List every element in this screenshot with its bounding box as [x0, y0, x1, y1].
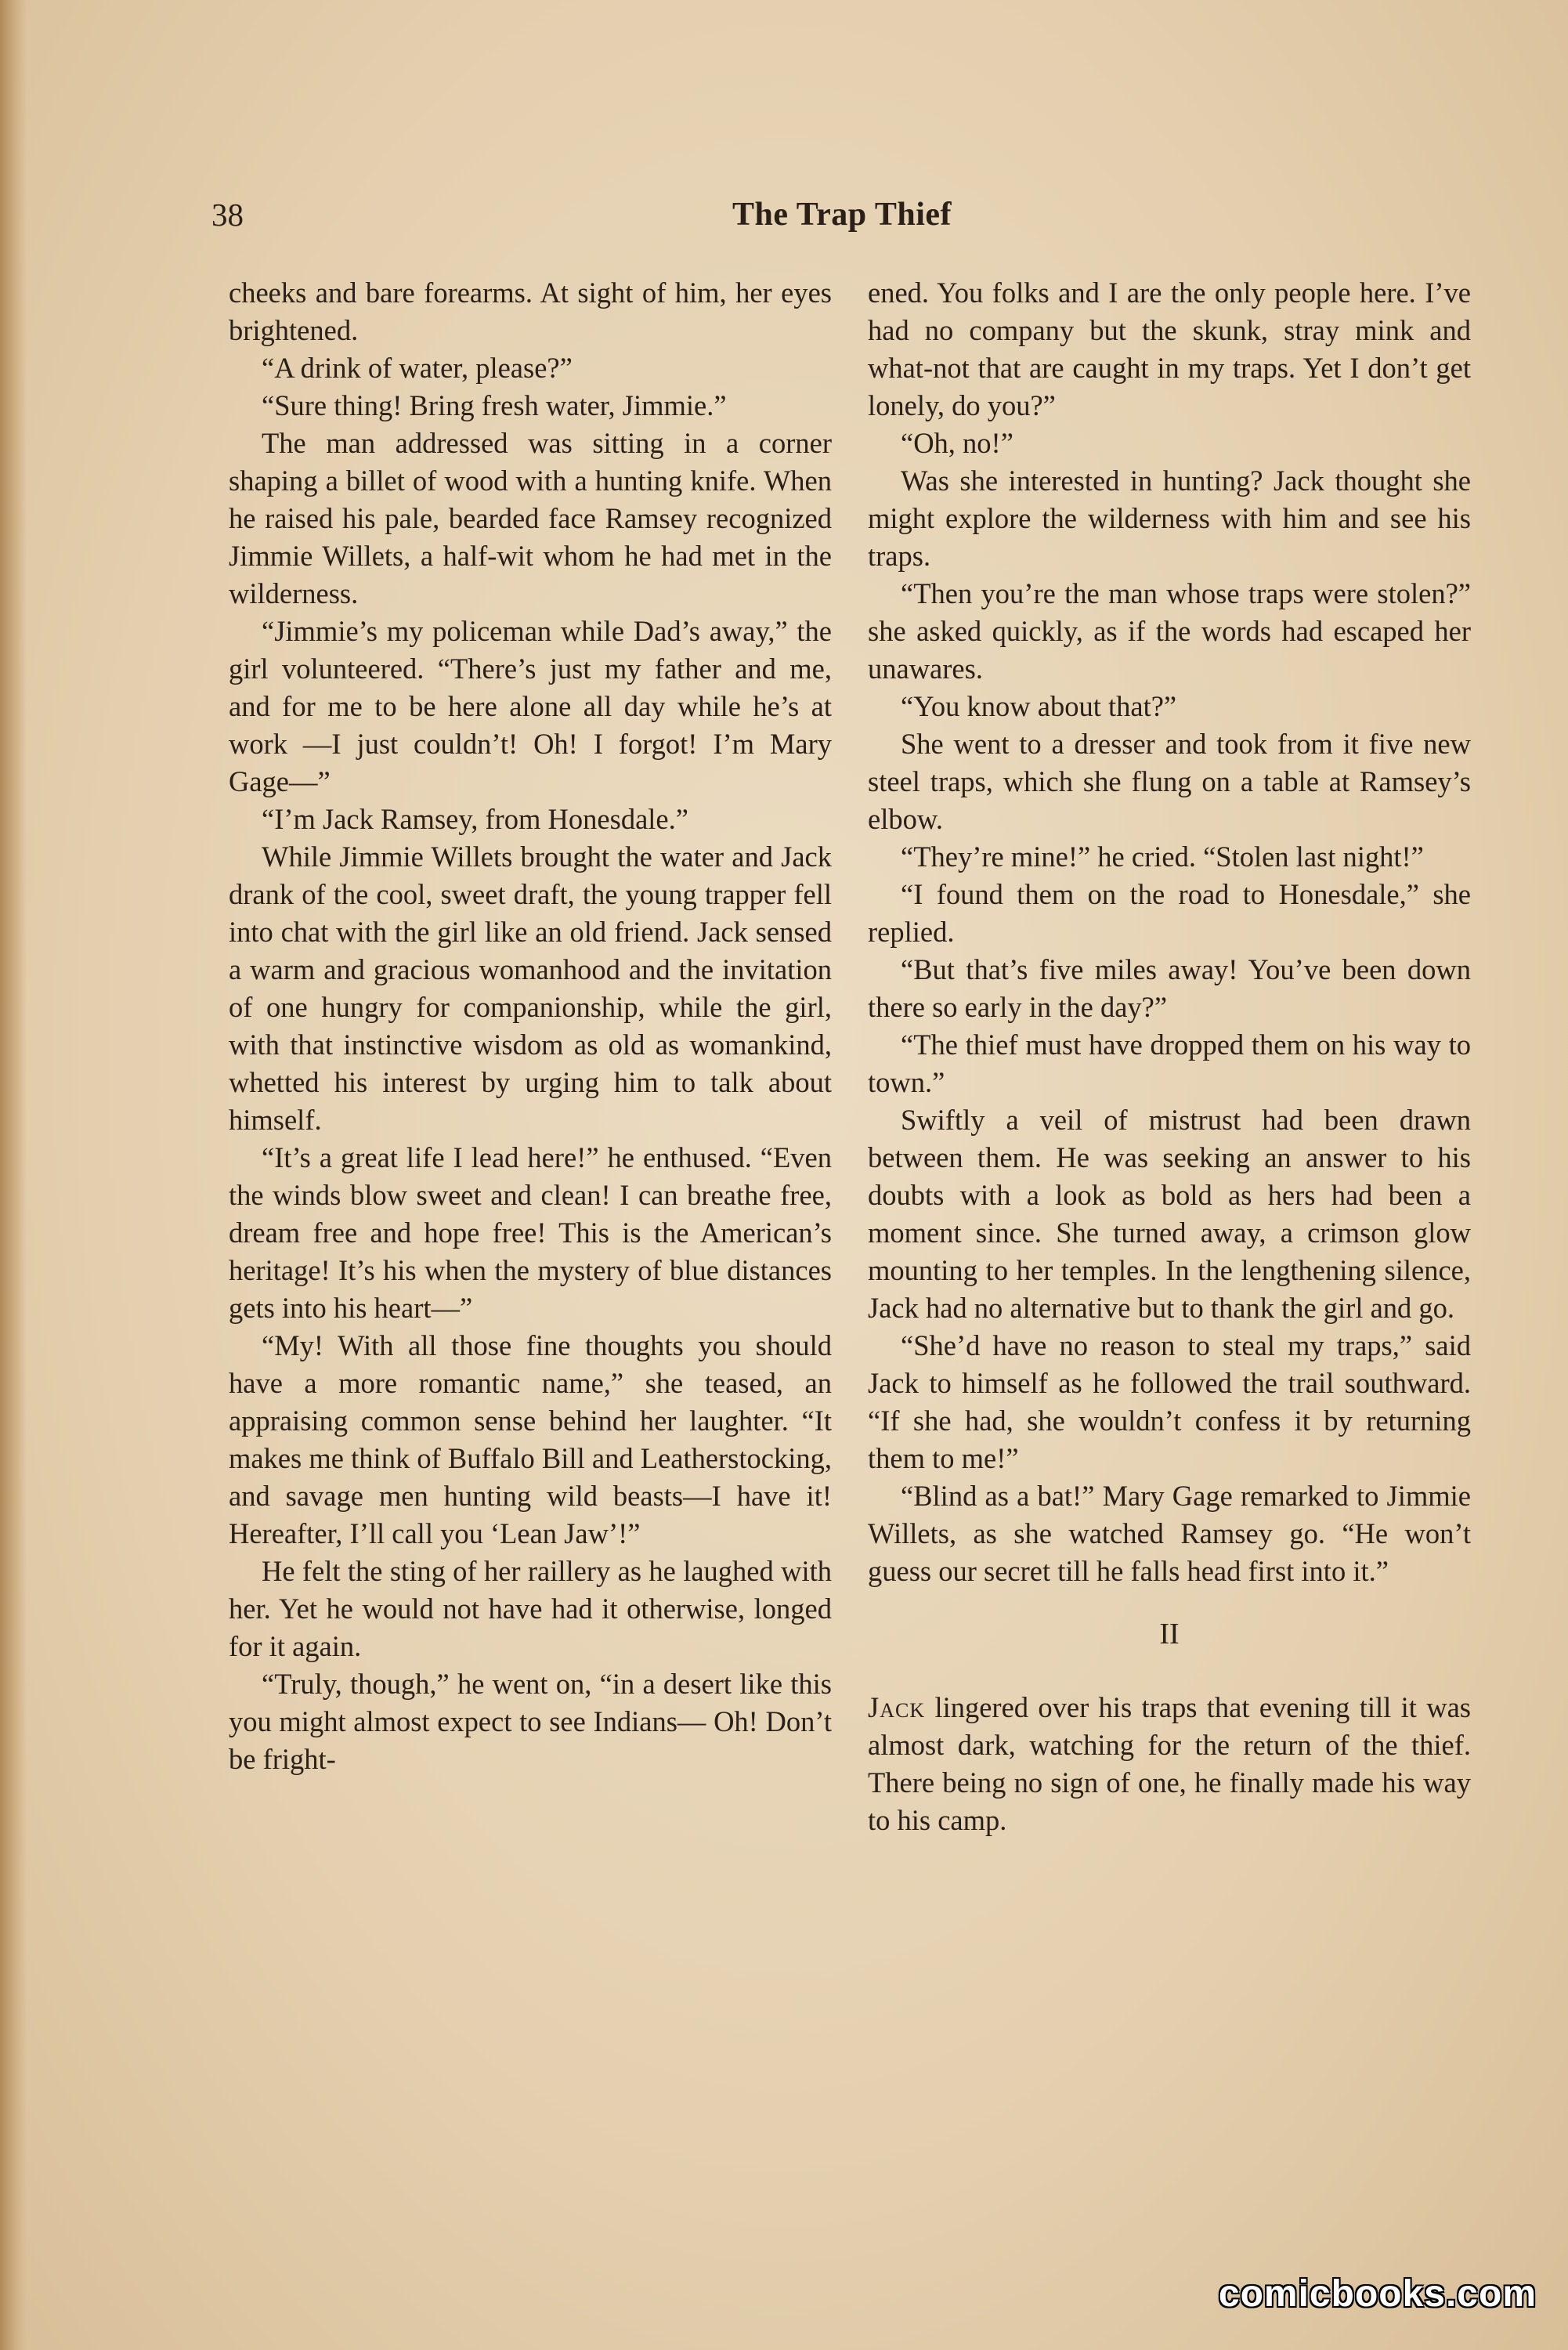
section-numeral: II	[1159, 1618, 1180, 1650]
watermark: comicbooks.com	[1218, 2273, 1537, 2315]
paragraph: “Blind as a bat!” Mary Gage remarked to Jimmie Willets, as she watched Ramsey go. “He won’t guess our secret till he falls head first into it.”	[868, 1480, 1471, 1587]
right-column-paragraphs	[868, 274, 1471, 1590]
book-spine-edge	[0, 0, 27, 2350]
paragraph: “It’s a great life I lead here!” he enthused. “Even the winds blow sweet and clean! I can breathe free, dream free and hope free! This is the American’s heritage! It’s his when the mystery of blue distances gets into his heart—”	[229, 1141, 832, 1324]
paragraph: “My! With all those fine thoughts you should have a more romantic name,” she teased, an appraising common sense behind her laughter. “It makes me think of Buffalo Bill and Leatherstocking, and savage men hunting wild beasts—I have it! Hereafter, I’ll call you ‘Lean Jaw’!”	[229, 1329, 832, 1549]
paragraph: Was she interested in hunting? Jack thought she might explore the wilderness with him and see his traps.	[868, 465, 1471, 572]
paragraph: cheeks and bare forearms. At sight of him, her eyes brightened.	[229, 277, 832, 346]
paragraph: “A drink of water, please?”	[262, 352, 573, 384]
paragraph: He felt the sting of her raillery as he laughed with her. Yet he would not have had it otherwise, longed for it again.	[229, 1555, 832, 1662]
paragraph: “Sure thing! Bring fresh water, Jimmie.”	[262, 389, 727, 421]
page-number: 38	[211, 197, 244, 233]
paragraph: “Truly, though,” he went on, “in a desert like this you might almost expect to see Indians— Oh! Don’t be fright-	[229, 1668, 832, 1775]
paragraph: “The thief must have dropped them on his way to town.”	[868, 1029, 1471, 1098]
left-text-column	[229, 274, 832, 1778]
running-title: The Trap Thief	[732, 197, 952, 233]
paragraph: “They’re mine!” he cried. “Stolen last night!”	[901, 841, 1424, 873]
paragraph: Swiftly a veil of mistrust had been drawn between them. He was seeking an answer to his doubts with a look as bold as hers had been a moment since. She turned away, a crimson glow mounting to her temples. In the lengthening silence, Jack had no alternative but to thank the girl and go.	[868, 1104, 1471, 1324]
paragraph: “Oh, no!”	[901, 427, 1013, 459]
paragraph: She went to a dresser and took from it five new steel traps, which she flung on a table at Ramsey’s elbow.	[868, 728, 1471, 835]
section-paragraph-text: lingered over his traps that evening till it was almost dark, watching for the return of the thief. There being no sign of one, he finally made his way to his camp.	[868, 1691, 1471, 1836]
page-header	[211, 196, 1472, 251]
paragraph: “I found them on the road to Honesdale,” she replied.	[868, 878, 1471, 948]
paragraph: “I’m Jack Ramsey, from Honesdale.”	[262, 803, 688, 835]
paragraph: The man addressed was sitting in a corner shaping a billet of wood with a hunting knife. When he raised his pale, bearded face Ramsey recognized Jimmie Willets, a half-wit whom he had met in the wilderness.	[229, 427, 832, 609]
paragraph: “Jimmie’s my policeman while Dad’s away,” the girl volunteered. “There’s just my father and me, and for me to be here alone all day while he’s at work —I just couldn’t! Oh! I forgot! I’m Mary Gage—”	[229, 615, 832, 797]
paragraph: “She’d have no reason to steal my traps,” said Jack to himself as he followed the trail southward. “If she had, she wouldn’t confess it by returning them to me!”	[868, 1329, 1471, 1474]
section-opening-paragraph	[868, 1689, 1471, 1839]
right-text-column	[868, 274, 1471, 1839]
paragraph: While Jimmie Willets brought the water and Jack drank of the cool, sweet draft, the young trapper fell into chat with the girl like an old friend. Jack sensed a warm and gracious womanhood and the invitation of one hungry for companionship, while the girl, with that instinctive wisdom as old as womankind, whetted his interest by urging him to talk about himself.	[229, 841, 832, 1136]
section-first-word: Jack	[868, 1691, 926, 1723]
paragraph: “You know about that?”	[901, 690, 1177, 722]
paragraph: “Then you’re the man whose traps were stolen?” she asked quickly, as if the words had escaped her unawares.	[868, 577, 1471, 685]
paragraph: ened. You folks and I are the only people here. I’ve had no company but the skunk, stray mink and what-not that are caught in my traps. Yet I don’t get lonely, do you?”	[868, 277, 1471, 421]
paragraph: “But that’s five miles away! You’ve been down there so early in the day?”	[868, 953, 1471, 1023]
